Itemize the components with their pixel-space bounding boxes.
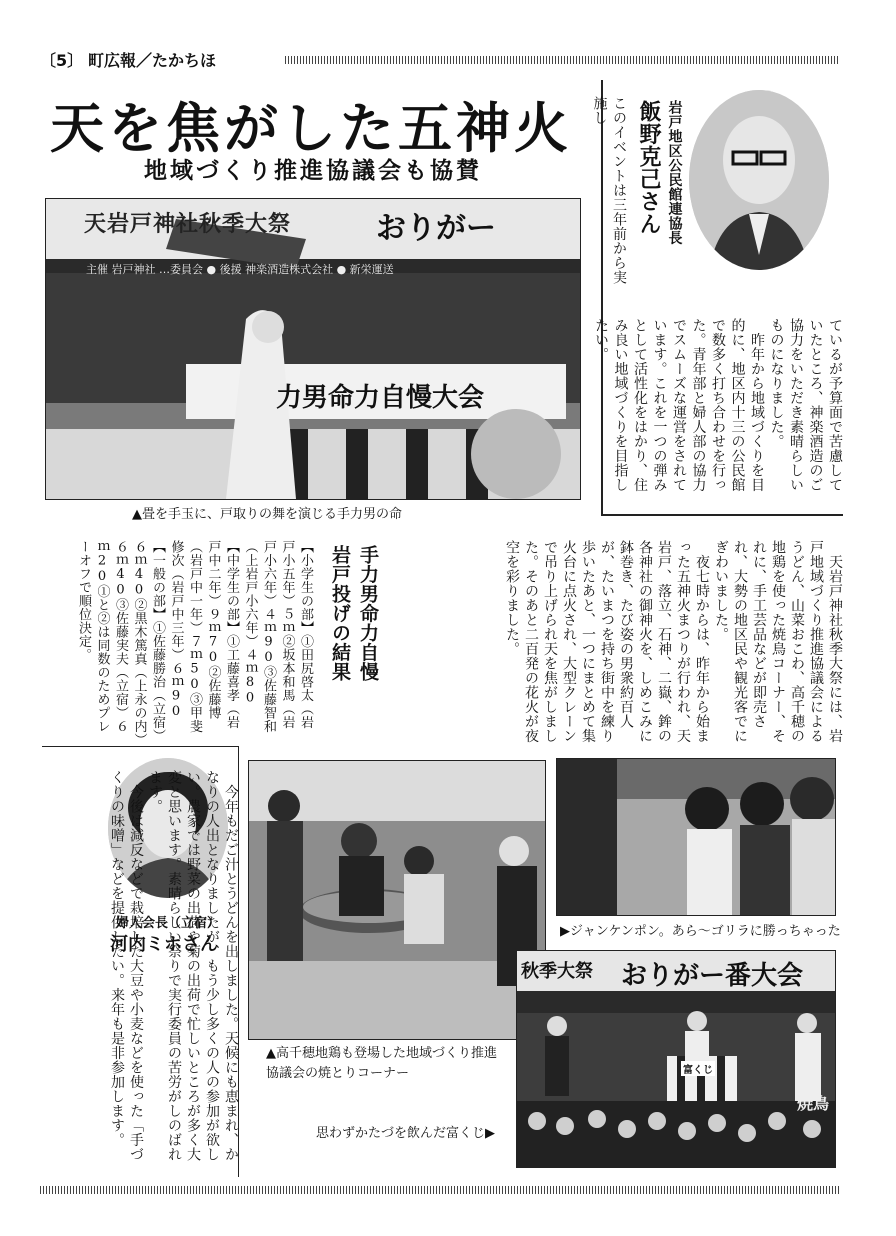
banner-sponsors: 主催 岩戸神社 …委員会 ● 後援 神楽酒造株式会社 ● 新栄運送: [86, 263, 394, 276]
tomikuji-banner-left: 秋季大祭: [521, 961, 593, 982]
main-article: 天岩戸神社秋季大祭には、岩戸地域づくり推進協議会によるうどん、山菜おこわ、高千穂の地鶏を使った焼鳥コーナー、それに、手工芸品などが即売され、大勢の地区民や観光客でにぎわいました。 夜七時からは、昨年から始まった五神火まつりが行われ、天岩戸、落立、石神、二嶽、鉾の各神社の御神火を、しめこみに鉢巻き、たび姿の男衆約百人が、たいまつを持ち街中を練り歩いたあと、一つにまとめて集火台に点火され、大型クレーンで吊り上げられ天を焦がしました。そのあと二百発の花火が夜空を彩りました。: [504, 540, 843, 743]
interview2-name: 河内ミホさん: [110, 934, 218, 955]
photo-yakitori-caption: ▲高千穂地鶏も登場した地域づくり推進協議会の焼とりコーナー: [266, 1046, 497, 1081]
yakitori-corner-sign: 焼鳥: [797, 1094, 830, 1113]
photo-janken-caption: ▶ジャンケンポン。あら～ゴリラに勝っちゃった: [560, 924, 841, 939]
banner-festival: 天岩戸神社秋季大祭: [84, 212, 292, 237]
banner-origa: おりがー: [376, 211, 496, 246]
interview2-role: 婦人会長（立宿）: [116, 916, 221, 931]
janken-scene-image: [557, 759, 835, 915]
interview1-text: このイベントは三年前から実施し: [591, 96, 627, 285]
header-rule: [285, 56, 840, 64]
headline: 天を焦がした五神火: [50, 97, 572, 160]
tomikuji-banner: おりがー番大会: [621, 961, 804, 991]
subheadline: 地域づくり推進協議会も協賛: [144, 158, 482, 184]
photo-stage-caption: ▲畳を手玉に、戸取りの舞を演じる手力男の命: [132, 507, 402, 522]
yakitori-scene-image: [249, 761, 545, 1039]
stage-scene-image: [46, 199, 580, 499]
portrait-iino-image: [689, 90, 829, 270]
stage-sign: 力男命力自慢大会: [276, 383, 485, 413]
portrait-iino: [689, 90, 829, 270]
photo-tomikuji: [516, 950, 836, 1168]
page-header: [40, 48, 840, 70]
paper-title: 町広報／たかちほ: [88, 51, 217, 70]
tomikuji-table-sign: 富くじ: [681, 1061, 715, 1076]
interview1-name: 飯野克己さん: [636, 100, 662, 235]
photo-stage: [45, 198, 581, 500]
results-title-1: 手力男命力自慢: [357, 545, 379, 682]
photo-yakitori: [248, 760, 546, 1040]
results-title-2: 岩戸投げの結果: [329, 545, 351, 682]
photo-janken: [556, 758, 836, 916]
interview2-text: 今年もだご汁とうどんを出しました。天候にも恵まれ、かなりの人出となりましたが、もう少し多くの人の参加が欲しい。農家では野菜の出荷や菊の出荷で忙しいところが多く大変と思います。素晴らしい祭りで実行委員の苦労がしのばれます。 今後は減反などで栽培した大豆や小麦などを使った「手づくりの味噌」などを提供したい。来年も是非参加します。: [109, 770, 239, 1162]
page-number: 〔5〕: [40, 51, 84, 70]
interview1-body: ているが予算面で苦慮していたところ、神楽酒造のご協力をいただき素晴らしいものになりました。 昨年から地域づくりを目的に、地区内十三の公民館で数多く打ち合わせを行った。青年部と婦人部の協力でスムーズな運営をされています。これを一つの弾みとして活性化をはかり、住み良い地域づくりを目指したい。: [593, 318, 843, 492]
photo-tomikuji-caption: 思わずかたづを飲んだ富くじ▶: [312, 1120, 499, 1143]
footer-rule: [40, 1186, 840, 1194]
results-list: 【小学生の部】①田尻啓太（岩戸小五年）５ｍ②坂本和馬（岩戸小六年）４ｍ90③佐藤智和（上岩戸小六年）４ｍ80 【中学生の部】①工藤喜孝（岩戸中二年）９ｍ70②佐藤博（岩戸中一年）７ｍ50③甲斐修次（岩戸中三年）６ｍ90 【一般の部】①佐藤勝治（立宿）６ｍ40②黒木篤真（上永の内）６ｍ40③佐藤実夫（立宿）６ｍ20①と②は同数のためプレーオフで順位決定。: [76, 540, 313, 740]
interview1-role: 岩戸地区公民館連協長: [666, 100, 683, 245]
